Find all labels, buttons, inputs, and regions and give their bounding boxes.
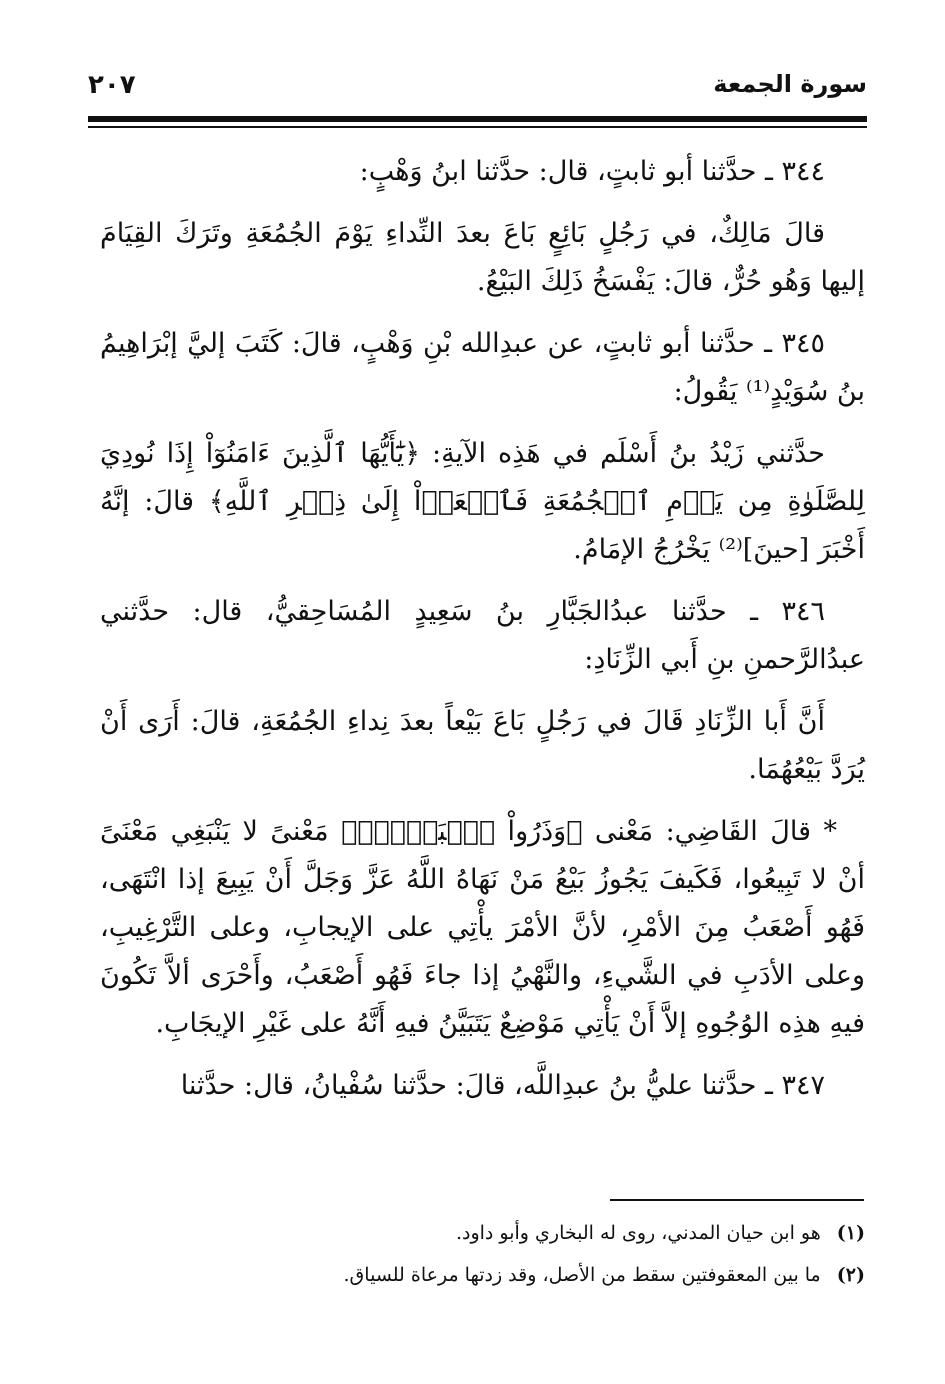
hadith-345-text: حدَّثني زَيْدُ بنُ أَسْلَم في هَذِه الآيةِ: ﴿يَٰٓأَيُّهَا ٱلَّذِينَ ءَامَنُوٓاْ إِذَا نُودِيَ لِلصَّلَوٰةِ مِن يَوۡمِ ٱلۡجُمُعَةِ فَٱسۡعَوۡاْ إِلَىٰ ذِكۡرِ ٱللَّهِ﴾ قالَ: إنَّهُ أَخْبَرَ [حينَ]⁽²⁾ يَخْرُجُ الإمَامُ. — [100, 438, 865, 565]
hadith-344-chain: ٣٤٤ ـ حدَّثنا أبو ثابتٍ، قال: حدَّثنا ابنُ وَهْبٍ: — [359, 156, 825, 187]
footnote-text: هو ابن حيان المدني، روى له البخاري وأبو داود. — [455, 1222, 821, 1244]
main-text — [100, 148, 865, 1124]
running-title: سورة الجمعة — [713, 70, 867, 98]
footnote-text: ما بين المعقوفتين سقط من الأصل، وقد زدتها مرعاة للسياق. — [343, 1264, 821, 1286]
hadith-347-chain: ٣٤٧ ـ حدَّثنا عليُّ بنُ عبدِاللَّه، قالَ: حدَّثنا سُفْيانُ، قال: حدَّثنا — [180, 1070, 825, 1101]
footnote-separator — [610, 1199, 864, 1201]
page-number: ٢٠٧ — [88, 70, 136, 100]
footnote-number: (٢) — [836, 1264, 865, 1286]
hadith-344-text: قالَ مَالِكٌ، في رَجُلٍ بَائِعٍ بَاعَ بعدَ النِّداءِ يَوْمَ الجُمُعَةِ وتَرَكَ القِيَامَ إليها وَهُو حُرٌّ، قالَ: يَفْسَخُ ذَلِكَ البَيْعُ. — [100, 218, 865, 297]
hadith-346-chain: ٣٤٦ ـ حدَّثنا عبدُالجَبَّارِ بنُ سَعِيدٍ المُسَاحِقيُّ، قال: حدَّثني عبدُالرَّحمنِ بنِ أَبي الزِّنَادِ: — [100, 596, 865, 675]
hadith-346-text: أَنَّ أَبا الزِّنَادِ قَالَ في رَجُلٍ بَاعَ بَيْعاً بعدَ نِداءِ الجُمُعَةِ، قالَ: أَرَى أَنْ يُرَدَّ بَيْعُهُمَا. — [100, 706, 865, 785]
footnotes — [100, 1212, 865, 1296]
qadi-commentary: * قالَ القَاضِي: مَعْنى ﴿وَذَرُواْ ٱلۡبَيۡعَۚ﴾ مَعْنىً لا يَنْبَغِي مَعْنَىً أنْ لا تَبِيعُوا، فَكَيفَ يَجُوزُ بَيْعُ مَنْ نَهَاهُ اللَّهُ عَزَّ وَجَلَّ أَنْ يَبِيعَ إذا انْتَهَى، فَهُو أَصْعَبُ مِنَ الأمْرِ، لأنَّ الأمْرَ يأْتِي على الإيجابِ، وعلى التَّرْغِيبِ، وعلى الأدَبِ في الشَّيءِ، والنَّهْيُ إذا جاءَ فَهُو أَصْعَبُ، وأَحْرَى ألاَّ تَكُونَ فيهِ هذِه الوُجُوهِ إلاَّ أَنْ يَأْتِي مَوْضِعٌ يَتَبَيَّنُ فيهِ أَنَّهُ على غَيْرِ الإيجَابِ. — [100, 816, 866, 1039]
header-rule-thick — [88, 116, 867, 122]
footnote-number: (١) — [836, 1222, 865, 1244]
footnote-2 — [100, 1254, 865, 1296]
header-rule-thin — [88, 126, 867, 128]
page-header — [88, 70, 867, 110]
hadith-345-chain: ٣٤٥ ـ حدَّثنا أبو ثابتٍ، عن عبدِالله بْنِ وَهْبٍ، قالَ: كَتَبَ إليَّ إبْرَاهِيمُ بنُ سُوَيْدٍ⁽¹⁾ يَقُولُ: — [100, 328, 865, 407]
footnote-1 — [100, 1212, 865, 1254]
